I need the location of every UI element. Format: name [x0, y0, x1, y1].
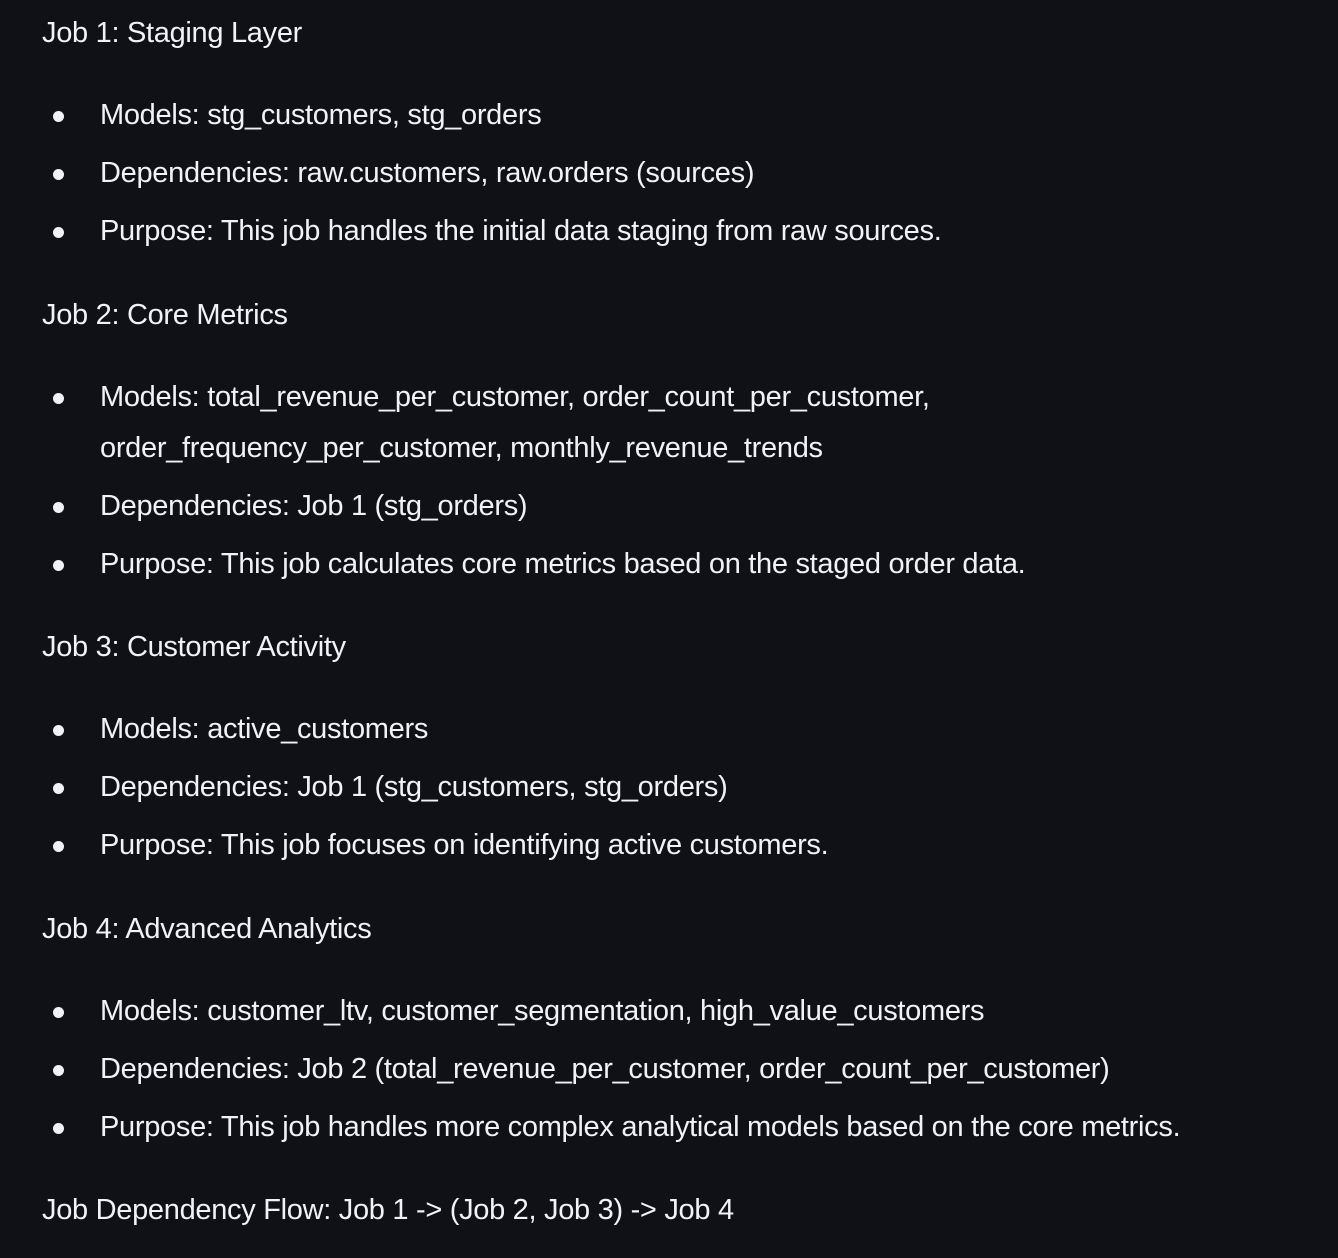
job-4-models	[0, 986, 1180, 1037]
job-3-models	[0, 704, 828, 755]
job-2-purpose	[0, 539, 1025, 590]
job-4-models-text: Models: customer_ltv, customer_segmentation, high_value_customers	[100, 995, 985, 1027]
job-2-models	[0, 372, 1025, 474]
job-2-dependencies-text: Dependencies: Job 1 (stg_orders)	[100, 490, 528, 522]
dependency-flow: Job Dependency Flow: Job 1 -> (Job 2, Job 3) -> Job 4	[42, 1194, 734, 1226]
job-3-models-text: Models: active_customers	[100, 713, 429, 745]
job-1-list	[0, 90, 941, 257]
job-4-list	[0, 986, 1180, 1153]
job-4-purpose-text: Purpose: This job handles more complex analytical models based on the core metrics.	[100, 1111, 1181, 1143]
job-3-dependencies	[0, 762, 828, 813]
job-4-heading: Job 4: Advanced Analytics	[42, 913, 372, 945]
job-4-purpose	[0, 1102, 1180, 1153]
job-2-purpose-text: Purpose: This job calculates core metrics based on the staged order data.	[100, 548, 1026, 580]
job-1-models-text: Models: stg_customers, stg_orders	[100, 99, 542, 131]
job-2-heading: Job 2: Core Metrics	[42, 299, 288, 331]
bullet-icon	[53, 560, 64, 571]
job-3-heading: Job 3: Customer Activity	[42, 631, 346, 663]
job-2-dependencies	[0, 481, 1025, 532]
job-1-purpose-text: Purpose: This job handles the initial data staging from raw sources.	[100, 215, 942, 247]
job-1-models	[0, 90, 941, 141]
job-2-models-text-line2: order_frequency_per_customer, monthly_revenue_trends	[100, 432, 823, 464]
bullet-icon	[53, 725, 64, 736]
bullet-icon	[53, 227, 64, 238]
job-2-models-text-line1: Models: total_revenue_per_customer, order_count_per_customer,	[100, 381, 930, 413]
bullet-icon	[53, 111, 64, 122]
job-3-purpose-text: Purpose: This job focuses on identifying active customers.	[100, 829, 829, 861]
job-2-list	[0, 372, 1025, 590]
bullet-icon	[53, 1123, 64, 1134]
bullet-icon	[53, 1065, 64, 1076]
bullet-icon	[53, 502, 64, 513]
job-1-dependencies-text: Dependencies: raw.customers, raw.orders (sources)	[100, 157, 755, 189]
bullet-icon	[53, 783, 64, 794]
bullet-icon	[53, 1007, 64, 1018]
job-1-purpose	[0, 206, 941, 257]
job-4-dependencies	[0, 1044, 1180, 1095]
bullet-icon	[53, 169, 64, 180]
job-4-dependencies-text: Dependencies: Job 2 (total_revenue_per_customer, order_count_per_customer)	[100, 1053, 1110, 1085]
job-3-dependencies-text: Dependencies: Job 1 (stg_customers, stg_orders)	[100, 771, 728, 803]
job-1-heading: Job 1: Staging Layer	[42, 17, 303, 49]
job-3-list	[0, 704, 828, 871]
bullet-icon	[53, 393, 64, 404]
bullet-icon	[53, 841, 64, 852]
job-1-dependencies	[0, 148, 941, 199]
job-3-purpose	[0, 820, 828, 871]
